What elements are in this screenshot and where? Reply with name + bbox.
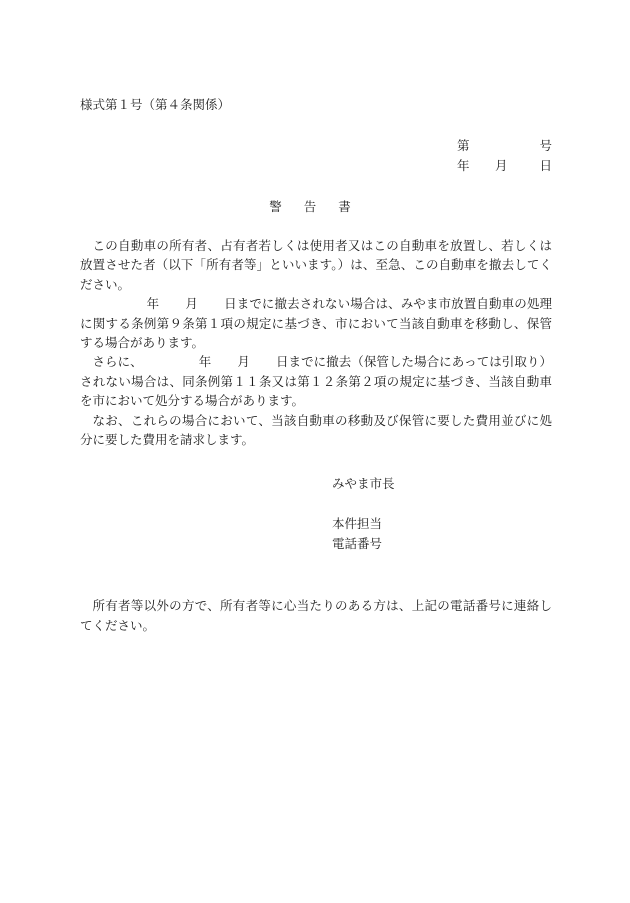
form-number: 様式第１号（第４条関係） [80, 97, 231, 112]
document-date-line [457, 156, 552, 176]
date-day: 日 [539, 158, 552, 173]
footer-note-text: 所有者等以外の方で、所有者等に心当たりのある方は、上記の電話番号に連絡してください。 [80, 598, 552, 633]
issuer-name: みやま市長 [332, 476, 395, 491]
person-in-charge-label: 本件担当 [332, 516, 383, 531]
document-title: 警告書 [269, 199, 373, 214]
footer-note [80, 596, 552, 636]
date-month: 月 [495, 158, 508, 173]
issuer-block [332, 474, 395, 554]
warning-body [80, 236, 552, 449]
phone-number-label: 電話番号 [332, 536, 383, 551]
date-year: 年 [457, 158, 470, 173]
paragraph-move-storage-text: 日までに撤去されない場合は、みやま市放置自動車の処理に関する条例第９条第１項の規定に基づき、市において当該自動車を移動し、保管する場合があります。 [80, 296, 552, 351]
deadline-year: 年 [146, 296, 160, 312]
document-number-line [457, 136, 552, 156]
paragraph-costs: なお、これらの場合において、当該自動車の移動及び保管に要した費用並びに処分に要した費用を請求します。 [80, 412, 552, 448]
document-number-prefix: 第 [457, 138, 470, 153]
document-number-suffix: 号 [539, 138, 552, 153]
document-reference [457, 136, 552, 176]
disposal-deadline-month: 月 [237, 354, 250, 370]
paragraph-removal-request: この自動車の所有者、占有者若しくは使用者又はこの自動車を放置し、若しくは放置させた者（以下「所有者等」といいます。）は、至急、この自動車を撤去してください。 [80, 238, 552, 292]
paragraph-disposal [80, 352, 552, 410]
disposal-deadline-year: 年 [198, 354, 212, 370]
paragraph-disposal-lead: さらに、 [92, 354, 143, 370]
deadline-month: 月 [185, 296, 198, 312]
paragraph-disposal-text: 日までに撤去（保管した場合にあっては引取り）されない場合は、同条例第１１条又は第１２条第２項の規定に基づき、当該自動車を市において処分する場合があります。 [80, 354, 552, 409]
paragraph-move-storage [80, 294, 552, 352]
